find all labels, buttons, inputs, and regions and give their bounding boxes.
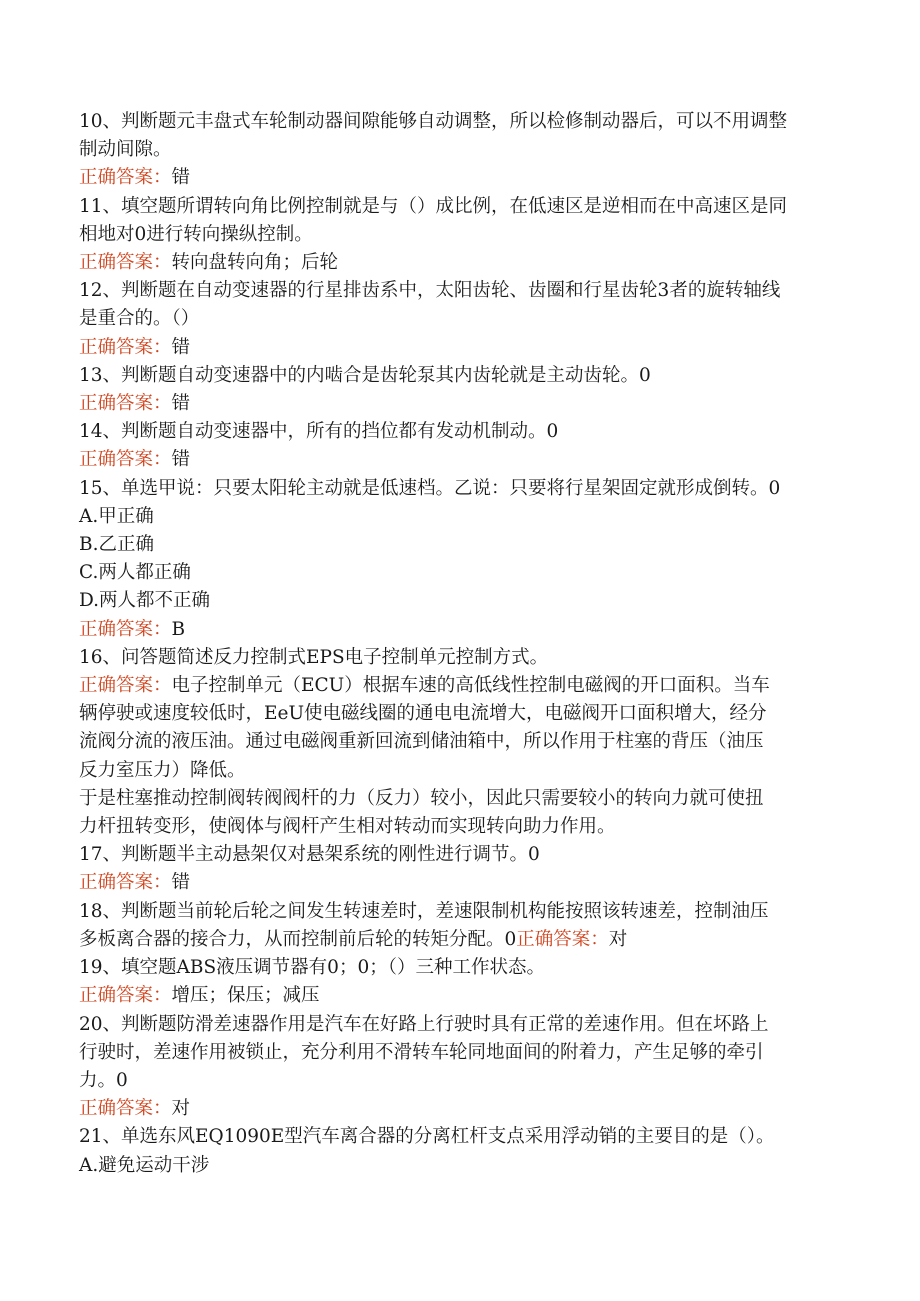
q16-answer-line-6: 力杆扭转变形，使阀体与阀杆产生相对转动而实现转向助力作用。 xyxy=(79,816,616,838)
q16-answer-line-3: 流阀分流的液压油。通过电磁阀重新回流到储油箱中，所以作用于柱塞的背压（油压 xyxy=(79,731,764,753)
exam-document xyxy=(79,108,841,1180)
answer-label: 正确答案： xyxy=(516,928,609,950)
q20-line-1: 20、判断题防滑差速器作用是汽车在好路上行驶时具有正常的差速作用。但在坏路上 xyxy=(79,1013,769,1035)
answer-value: 对 xyxy=(171,1098,191,1120)
answer-value: 转向盘转向角；后轮 xyxy=(171,252,339,274)
answer-label: 正确答案： xyxy=(79,675,172,697)
q11-line-1: 11、填空题所谓转向角比例控制就是与（）成比例，在低速区是逆相而在中高速区是同 xyxy=(79,195,788,217)
q14-answer xyxy=(79,446,841,474)
q12-line-2: 是重合的。（） xyxy=(79,308,200,330)
q16-answer-line-4: 反力室压力）降低。 xyxy=(79,759,246,781)
q20-line-2: 行驶时，差速作用被锁止，充分利用不滑转车轮同地面间的附着力，产生足够的牵引 xyxy=(79,1041,764,1063)
q16-line-1: 16、问答题简述反力控制式EPS电子控制单元控制方式。 xyxy=(79,646,549,668)
answer-value: B xyxy=(171,618,186,640)
answer-value: 错 xyxy=(171,872,191,894)
q16-answer-line-2: 辆停驶或速度较低时，EeU使电磁线圈的通电电流增大，电磁阀开口面积增大，经分 xyxy=(79,703,767,725)
answer-value: 对 xyxy=(608,928,628,950)
q11-line-2: 相地对0进行转向操纵控制。 xyxy=(79,223,313,245)
q10-answer xyxy=(79,164,841,192)
answer-label: 正确答案： xyxy=(79,449,172,471)
q15-option-d: D.两人都不正确 xyxy=(79,590,211,612)
answer-label: 正确答案： xyxy=(79,336,172,358)
answer-value: 错 xyxy=(171,393,191,415)
answer-value: 错 xyxy=(171,167,191,189)
q20-line-3: 力。0 xyxy=(79,1069,128,1091)
q15-option-b: B.乙正确 xyxy=(79,534,154,556)
answer-value: 电子控制单元（ECU）根据车速的高低线性控制电磁阀的开口面积。当车 xyxy=(171,675,770,697)
q19-answer xyxy=(79,982,841,1010)
q18-line-2-text: 多板离合器的接合力，从而控制前后轮的转矩分配。0 xyxy=(79,928,517,950)
q13-line-1: 13、判断题自动变速器中的内啮合是齿轮泵其内齿轮就是主动齿轮。0 xyxy=(79,364,651,386)
answer-label: 正确答案： xyxy=(79,252,172,274)
q18-line-1: 18、判断题当前轮后轮之间发生转速差时，差速限制机构能按照该转速差，控制油压 xyxy=(79,900,769,922)
q13-answer xyxy=(79,390,841,418)
answer-value: 错 xyxy=(171,449,191,471)
answer-label: 正确答案： xyxy=(79,1098,172,1120)
answer-label: 正确答案： xyxy=(79,872,172,894)
q19-line-1: 19、填空题ABS液压调节器有0；0；（）三种工作状态。 xyxy=(79,957,545,979)
q10-line-2: 制动间隙。 xyxy=(79,139,172,161)
q10-line-1: 10、判断题元丰盘式车轮制动器间隙能够自动调整，所以检修制动器后，可以不用调整 xyxy=(79,111,788,132)
q18-line-2 xyxy=(79,926,841,954)
q20-answer xyxy=(79,1095,841,1123)
q17-answer xyxy=(79,869,841,897)
answer-label: 正确答案： xyxy=(79,167,172,189)
answer-label: 正确答案： xyxy=(79,618,172,640)
q15-option-a: A.甲正确 xyxy=(79,505,154,527)
answer-value: 错 xyxy=(171,336,191,358)
q16-answer xyxy=(79,672,841,700)
q16-answer-line-5: 于是柱塞推动控制阀转阀阀杆的力（反力）较小，因此只需要较小的转向力就可使扭 xyxy=(79,787,764,809)
answer-label: 正确答案： xyxy=(79,985,172,1007)
q11-answer xyxy=(79,249,841,277)
q12-answer xyxy=(79,334,841,362)
answer-value: 增压；保压；减压 xyxy=(171,985,320,1007)
q17-line-1: 17、判断题半主动悬架仅对悬架系统的刚性进行调节。0 xyxy=(79,844,540,866)
q12-line-1: 12、判断题在自动变速器的行星排齿系中，太阳齿轮、齿圈和行星齿轮3者的旋转轴线 xyxy=(79,280,781,302)
q15-answer xyxy=(79,616,841,644)
q14-line-1: 14、判断题自动变速器中，所有的挡位都有发动机制动。0 xyxy=(79,421,559,443)
q21-line-1: 21、单选东风EQ1090E型汽车离合器的分离杠杆支点采用浮动销的主要目的是（）。 xyxy=(79,1126,775,1148)
q15-option-c: C.两人都正确 xyxy=(79,562,191,584)
q15-line-1: 15、单选甲说：只要太阳轮主动就是低速档。乙说：只要将行星架固定就形成倒转。0 xyxy=(79,477,781,499)
q21-option-a: A.避免运动干涉 xyxy=(79,1154,210,1176)
answer-label: 正确答案： xyxy=(79,393,172,415)
